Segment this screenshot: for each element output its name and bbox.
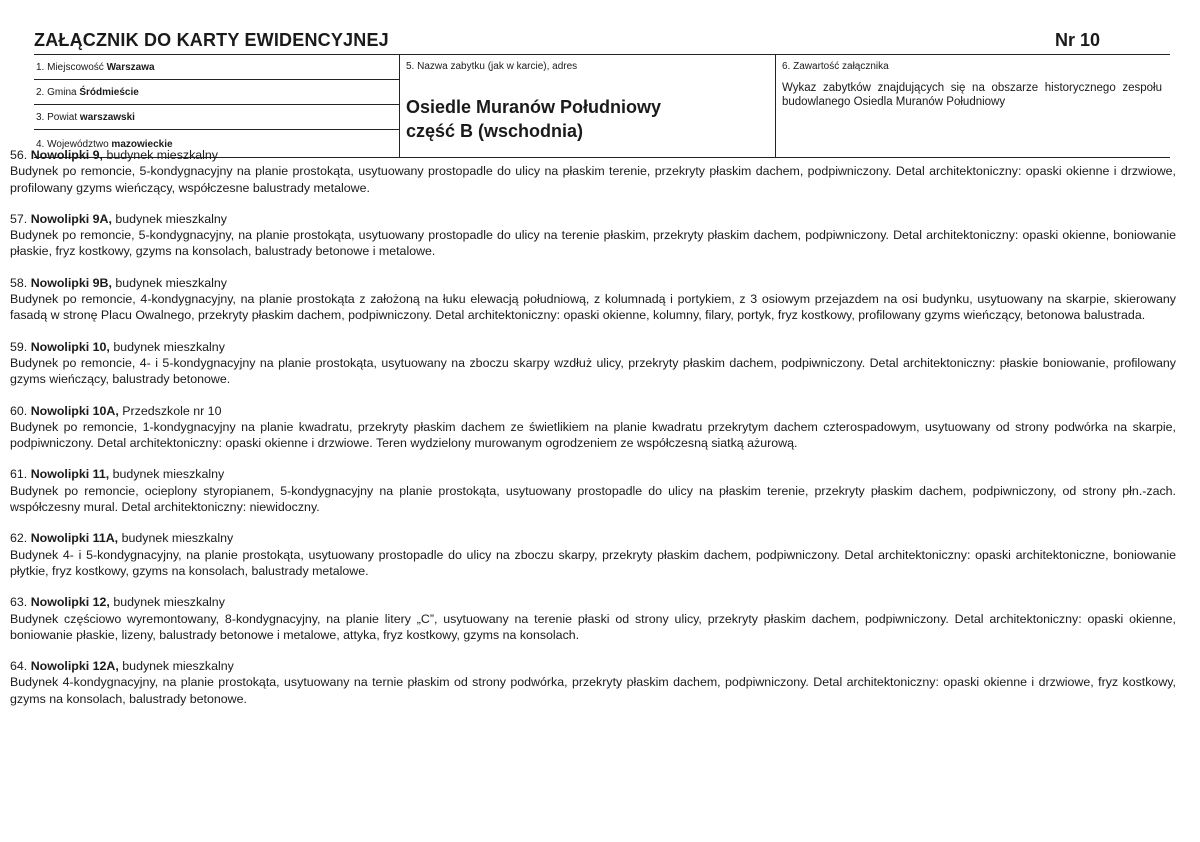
field-powiat [34, 105, 399, 130]
entry-description: Budynek po remoncie, 4-kondygnacyjny, na planie prostokąta z założoną na łuku elewacją południową, z kolumnadą i portykiem, z 3 osiowym przejazdem na osi budynku, usytuowany na skarpie, skierowany fasadą w stronę Placu Owalnego, przekryty płaskim dachem, podpiwniczony. Detal architektoniczny: opaski okienne, kolumny, filary, portyk, fryz kostkowy, profilowany gzyms wieńczący, betonowa balustrada. [10, 292, 1176, 323]
entry-address: Nowolipki 9, [30, 148, 103, 162]
attachment-content-label: 6. Zawartość załącznika [782, 61, 889, 72]
entry-description: Budynek po remoncie, 1-kondygnacyjny na planie kwadratu, przekryty płaskim dachem ze świetlikiem na planie kwadratu przekrytym dachem czterospadowym, usytuowany od strony podwórka na skarpie, podpiwniczony. Detal architektoniczny: opaski okienne i drzwiowe. Teren wydzielony murowanym ogrodzeniem ze współczesną siatką ażurową. [10, 419, 1176, 451]
entry-heading [10, 211, 1176, 227]
entry-number: 58. [10, 275, 28, 290]
monument-name [406, 95, 661, 143]
entry-address: Nowolipki 11, [30, 467, 110, 482]
entry-description: Budynek po remoncie, 5-kondygnacyjny, na planie prostokąta, usytuowany prostopadle do ulicy na terenie płaskim, przekryty płaskim dachem, podpiwniczony. Detal architektoniczny: opaski okienne, boniowanie płaskie, fryz kostkowy, gzyms na konsolach, balustrady betonowe i metalowe. [10, 228, 1176, 259]
document-page [34, 28, 1170, 158]
entry-description: Budynek częściowo wyremontowany, 8-kondygnacyjny, na planie litery „C”, usytuowany na terenie płaski od strony ulicy, przekryty płaskim dachem, podpiwniczony. Detal architektoniczny: opaski okienne, boniowanie płaskie, lizeny, balustrady betonowe i metalowe, attyka, fryz kostkowy, gzyms na konsolach. [10, 611, 1176, 642]
entry-description: Budynek 4- i 5-kondygnacyjny, na planie prostokąta, usytuowany prostopadle do ulicy na zboczu skarpy, przekryty płaskim dachem, podpiwniczony. Detal architektoniczny: opaski architektoniczne, boniowanie płytkie, fryz kostkowy, gzyms na konsolach, balustrady metalowe. [10, 547, 1176, 578]
entry-type: budynek mieszkalny [106, 148, 219, 162]
entry-heading [10, 594, 1176, 610]
document-number: Nr 10 [1054, 30, 1100, 50]
entry-description: Budynek 4-kondygnacyjny, na planie prostokąta, usytuowany na ternie płaskim od strony podwórka, przekryty płaskim dachem, podpiwniczony. Detal architektoniczny: opaski okienne i drzwiowe, fryz kostkowy, gzyms na konsolach, balustrady betonowe. [10, 675, 1176, 706]
entry-address: Nowolipki 9A, [30, 211, 112, 226]
entry-type: budynek mieszkalny [113, 339, 225, 354]
list-item [10, 147, 1176, 196]
field-gmina [34, 80, 399, 105]
field-wojewodztwo-value: mazowieckie [111, 139, 173, 150]
entry-number: 56. [10, 148, 28, 162]
entry-heading [10, 339, 1176, 355]
field-miejscowosc-value: Warszawa [106, 62, 155, 73]
entry-type: budynek mieszkalny [115, 275, 227, 290]
list-item [10, 339, 1176, 388]
list-item [10, 211, 1176, 260]
monument-name-line1: Osiedle Muranów Południowy [406, 97, 662, 117]
field-miejscowosc-label: 1. Miejscowość [36, 62, 104, 73]
entry-address: Nowolipki 11A, [30, 531, 119, 546]
field-gmina-label: 2. Gmina [36, 87, 77, 98]
entry-heading [10, 147, 1176, 163]
entry-number: 63. [10, 595, 28, 610]
field-wojewodztwo-label: 4. Województwo [36, 139, 109, 150]
monument-name-label: 5. Nazwa zabytku (jak w karcie), adres [406, 61, 578, 72]
entry-number: 62. [10, 531, 28, 546]
entry-description: Budynek po remoncie, 4- i 5-kondygnacyjny na planie prostokąta, usytuowany na zboczu skarpy wzdłuż ulicy, przekryty płaskim dachem, podpiwniczony. Detal architektoniczny: płaskie boniowanie, profilowany gzyms wieńczący, balustrady betonowe. [10, 355, 1176, 387]
field-powiat-value: warszawski [79, 112, 135, 123]
location-fields [34, 55, 400, 157]
entry-address: Nowolipki 9B, [30, 275, 112, 290]
entry-address: Nowolipki 12, [30, 595, 110, 610]
entries-list [10, 147, 1176, 722]
entry-description: Budynek po remoncie, 5-kondygnacyjny na planie prostokąta, usytuowany prostopadle do ulicy na płaskim terenie, przekryty płaskim dachem, podpiwniczony. Detal architektoniczny: opaski okienne i drzwiowe, profilowany gzyms wieńczący, współczesne balustrady metalowe. [10, 164, 1176, 195]
entry-description: Budynek po remoncie, ocieplony styropianem, 5-kondygnacyjny na planie prostokąta, usytuowany prostopadle do ulicy na płaskim terenie, przekryty płaskim dachem, podpiwniczony, od strony płn.-zach. współczesny mural. Detal architektoniczny: niewidoczny. [10, 483, 1176, 515]
list-item [10, 403, 1176, 452]
entry-address: Nowolipki 10, [30, 339, 110, 354]
list-item [10, 466, 1176, 515]
entry-heading [10, 403, 1176, 419]
entry-number: 61. [10, 467, 28, 482]
entry-type: budynek mieszkalny [112, 467, 225, 482]
entry-number: 59. [10, 339, 28, 354]
entry-number: 57. [10, 211, 28, 226]
list-item [10, 658, 1176, 707]
entry-heading [10, 466, 1176, 482]
document-title: ZAŁĄCZNIK DO KARTY EWIDENCYJNEJ [34, 30, 389, 50]
field-gmina-value: Śródmieście [79, 87, 139, 98]
entry-type: budynek mieszkalny [121, 531, 234, 546]
list-item [10, 594, 1176, 643]
field-miejscowosc [34, 55, 399, 80]
entry-type: budynek mieszkalny [113, 595, 225, 610]
entry-type: budynek mieszkalny [115, 211, 227, 226]
title-row [34, 28, 1170, 55]
entry-number: 64. [10, 659, 28, 674]
monument-name-field [400, 55, 776, 157]
attachment-content-field [776, 55, 1170, 157]
entry-heading [10, 530, 1176, 546]
field-powiat-label: 3. Powiat [36, 112, 78, 123]
attachment-content-value: Wykaz zabytków znajdujących się na obszarze historycznego zespołu budowlanego Osiedla Muranów Południowy [782, 82, 1162, 108]
header-table [34, 55, 1170, 158]
entry-address: Nowolipki 12A, [30, 659, 119, 674]
entry-type: Przedszkole nr 10 [122, 403, 222, 418]
entry-type: budynek mieszkalny [122, 659, 234, 674]
entry-address: Nowolipki 10A, [30, 403, 119, 418]
entry-number: 60. [10, 403, 28, 418]
list-item [10, 275, 1176, 324]
monument-name-line2: część B (wschodnia) [406, 121, 584, 141]
entry-heading [10, 275, 1176, 291]
list-item [10, 530, 1176, 579]
entry-heading [10, 658, 1176, 674]
